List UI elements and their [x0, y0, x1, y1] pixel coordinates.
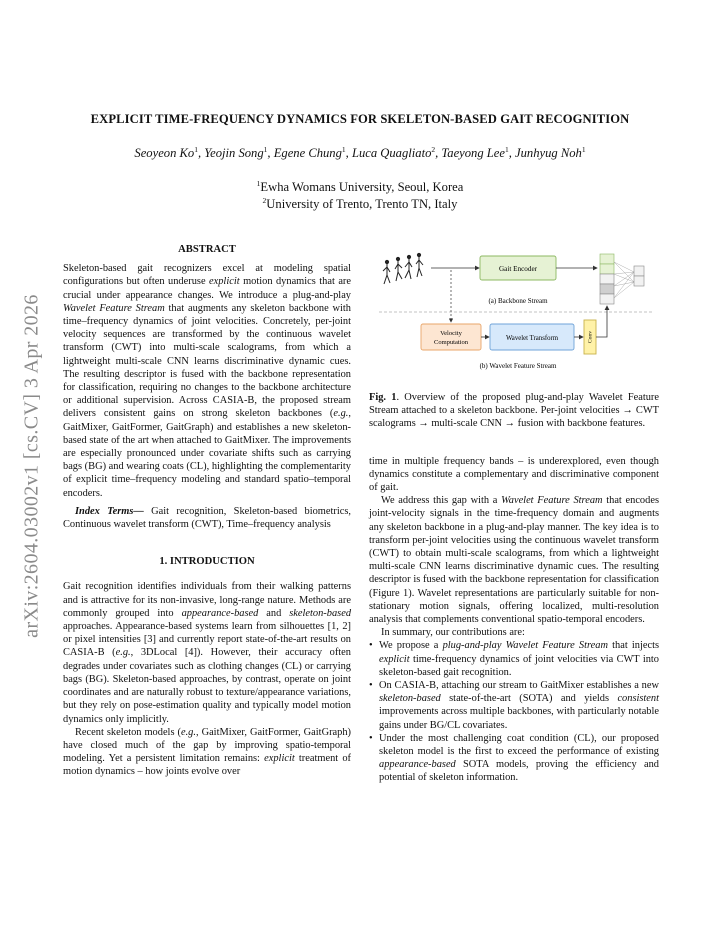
right-column	[369, 391, 659, 785]
intro-paragraph-2: Recent skeleton models (e.g., GaitMixer, GaitFormer, GaitGraph) have closed much of the gap by improving spatio-temporal modeling. Yet a persistent limitation remains: explicit treatment of motion dynamics – how joints evolve over	[63, 726, 351, 778]
author-list: Seoyeon Ko$^1$, Yeojin Song$^1$, Egene Chung$^1$, Luca Quagliato$^2$, Taeyong Lee$^1$, Junhyug Noh$^1$	[134, 145, 586, 160]
affiliation-2: $^2$University of Trento, Trento TN, Italy	[262, 196, 458, 211]
list-item: • We propose a plug-and-play Wavelet Feature Stream that injects explicit time-frequency dynamics of joint velocities via CWT into skeleton-based gait recognition.	[379, 639, 659, 679]
wavelet-transform-label: Wavelet Transform	[505, 335, 559, 342]
figure-1	[369, 248, 659, 380]
list-item: • Under the most challenging coat condition (CL), our proposed skeleton model is the first to exceed the performance of existing appearance-based SOTA models, proving the efficiency and potential of skeleton information.	[379, 732, 659, 785]
intro-paragraph-4: In summary, our contributions are:	[381, 627, 525, 639]
intro-paragraph-2-continued: time in multiple frequency bands – is underexplored, even though dynamics constitute a complementary and discriminative component of gait.	[369, 455, 659, 494]
architecture-diagram	[369, 248, 659, 380]
affiliation-1: $^1$Ewha Womans University, Seoul, Korea	[256, 179, 464, 194]
author: Junhyug Noh$^1$	[515, 145, 586, 160]
author: Taeyong Lee$^1$	[441, 145, 509, 160]
gait-encoder-label: Gait Encoder	[498, 265, 538, 273]
contributions-list	[369, 639, 659, 784]
affiliations	[40, 179, 680, 213]
velocity-computation-box	[421, 324, 481, 350]
left-column	[63, 243, 351, 779]
velocity-label-line2: Computation	[434, 339, 468, 346]
wavelet-stream-label: (b) Wavelet Feature Stream	[479, 362, 557, 370]
introduction-heading: 1. INTRODUCTION	[159, 556, 255, 568]
paper-title: EXPLICIT TIME-FREQUENCY DYNAMICS FOR SKELETON-BASED GAIT RECOGNITION	[90, 112, 630, 126]
index-terms: Index Terms— Gait recognition, Skeleton-based biometrics, Continuous wavelet transform (CWT), Time–frequency analysis	[63, 505, 351, 531]
arxiv-stamp-text: arXiv:2604.03002v1 [cs.CV] 3 Apr 2026	[20, 294, 43, 638]
intro-paragraph-3: We address this gap with a Wavelet Feature Stream that encodes joint-velocity signals in the time-frequency domain and augments any skeleton backbone in a plug-and-play manner. The key idea is to transform per-joint velocities using the continuous wavelet transform (CWT) to obtain multi-scale scalograms, from which a lightweight multi-scale CNN learns discriminative dynamic cues. The resulting descriptor is fused with the backbone representation for classification (Figure 1). Wavelet representations are particularly suitable for non-stationary motion signals, offering localized, multi-resolution analysis that complements conventional spatio-temporal encoders.	[369, 495, 659, 626]
velocity-label-line1: Velocity	[440, 330, 462, 337]
figure-caption: Fig. 1. Overview of the proposed plug-and-play Wavelet Feature Stream attached to a skeleton backbone. Per-joint velocities → CWT scalograms → multi-scale CNN → fusion with backbone features.	[369, 392, 659, 430]
skeleton-sequence-icon	[383, 253, 423, 284]
author: Luca Quagliato$^2$	[351, 145, 436, 160]
intro-paragraph-1: Gait recognition identifies individuals from their walking patterns and is attractive for its non-invasive, long-range nature. Methods are commonly grouped into appearance-based and skeleton-based approaches. Appearance-based systems learn from silhouettes [1, 2] or pixel intensities [3] and currently report state-of-the-art results on CASIA-B (e.g., 3DLocal [4]). However, their accuracy often degrades under covariates such as clothing changes (CL) or carrying bags (BG). Skeleton-based approaches, by contrast, operate on joint coordinates and are naturally robust to texture/appearance variations, but they rely on pose-estimation quality and typically model motion dynamics only implicitly.	[63, 581, 352, 725]
abstract-heading: ABSTRACT	[178, 244, 236, 255]
arxiv-stamp	[16, 266, 48, 666]
feature-stack-icon	[600, 254, 614, 304]
list-item: • On CASIA-B, attaching our stream to GaitMixer establishes a new skeleton-based state-of-the-art (SOTA) and yields consistent improvements across multiple backbones, with particularly notable gains under BG/CL covariates.	[379, 679, 659, 732]
conv-label: Conv	[587, 330, 594, 344]
classifier-network-icon	[614, 262, 644, 298]
backbone-stream-label: (a) Backbone Stream	[488, 297, 548, 305]
abstract-text: Skeleton-based gait recognizers excel at modeling spatial configurations but often underuse explicit motion dynamics that are crucial under appearance changes. We introduce a plug-and-play Wavelet Feature Stream that augments any skeleton backbone with time–frequency dynamics of joint velocities. Concretely, per-joint velocity sequences are transformed by the continuous wavelet transform (CWT) into multi-scale scalograms, from which a lightweight multi-scale CNN learns discriminative dynamic cues. The resulting descriptor is fused with the backbone representation for classification, requiring no changes to the backbone architecture or additional supervision. Across CASIA-B, the proposed stream delivers consistent gains on strong skeleton backbones (e.g., GaitMixer, GaitFormer, GaitGraph) and establishes a new skeleton-based state of the art when attached to GaitMixer. The improvements are especially pronounced under covariate shifts such as carrying bags (BG) and wearing coats (CL), highlighting the complementarity of explicit time–frequency modeling and standard spatio–temporal encoders.	[63, 263, 351, 499]
author: Yeojin Song$^1$	[204, 145, 268, 160]
author: Egene Chung$^1$	[273, 145, 346, 160]
author: Seoyeon Ko$^1$	[134, 145, 198, 160]
